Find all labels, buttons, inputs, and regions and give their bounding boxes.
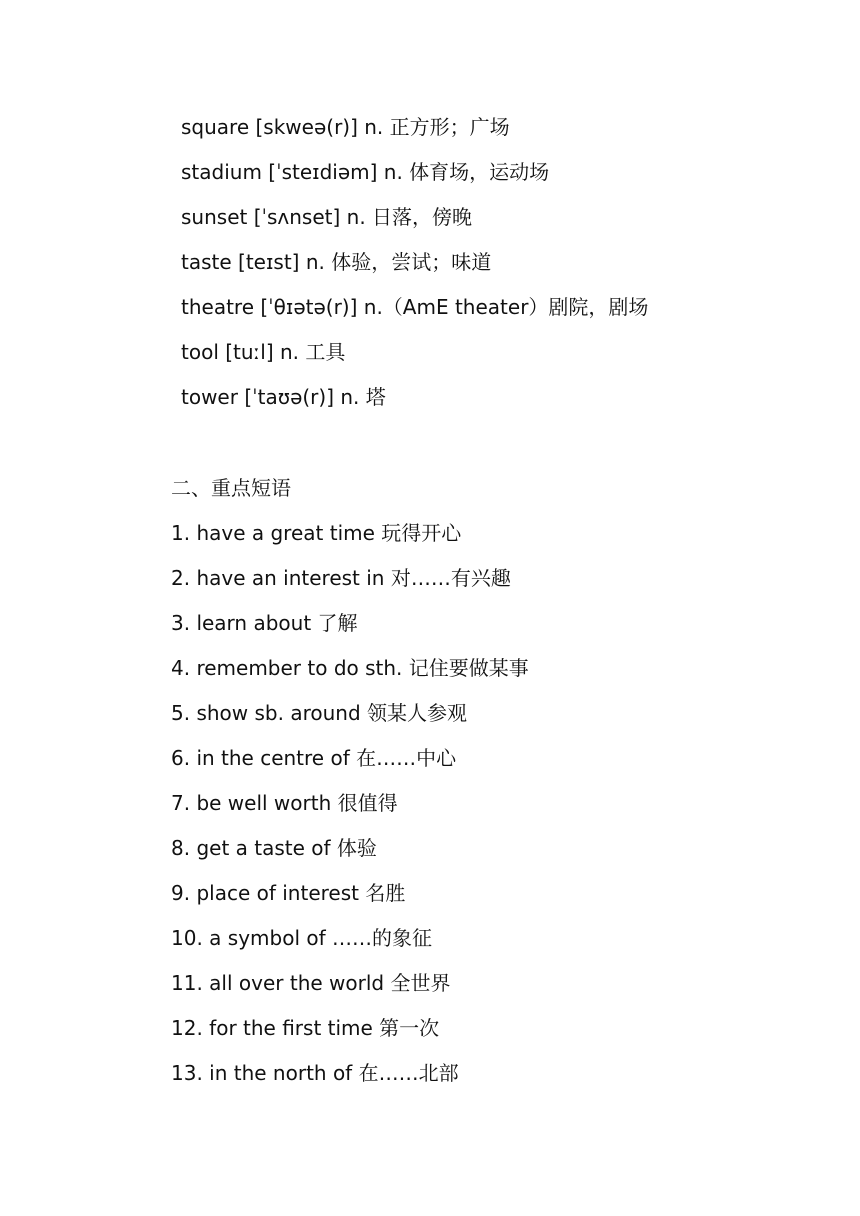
phrase-item-8: 8. get a taste of 体验 (171, 836, 377, 860)
phrase-item-6: 6. in the centre of 在……中心 (171, 746, 457, 770)
phrase-item-11: 11. all over the world 全世界 (171, 971, 451, 995)
phrase-item-3: 3. learn about 了解 (171, 611, 358, 635)
phrase-item-9: 9. place of interest 名胜 (171, 881, 406, 905)
phrase-item-1: 1. have a great time 玩得开心 (171, 521, 462, 545)
vocab-line-square: square [skweə(r)] n. 正方形；广场 (181, 115, 510, 139)
vocab-line-tool: tool [tuːl] n. 工具 (181, 340, 346, 364)
phrase-item-13: 13. in the north of 在……北部 (171, 1061, 459, 1085)
phrase-item-10: 10. a symbol of ……的象征 (171, 926, 432, 950)
vocab-line-tower: tower [ˈtaʊə(r)] n. 塔 (181, 385, 386, 409)
vocab-line-taste: taste [teɪst] n. 体验，尝试；味道 (181, 250, 492, 274)
phrase-item-12: 12. for the first time 第一次 (171, 1016, 440, 1040)
phrase-item-7: 7. be well worth 很值得 (171, 791, 398, 815)
phrase-item-2: 2. have an interest in 对……有兴趣 (171, 566, 511, 590)
vocab-line-stadium: stadium [ˈsteɪdiəm] n. 体育场，运动场 (181, 160, 550, 184)
vocab-line-sunset: sunset [ˈsʌnset] n. 日落，傍晚 (181, 205, 473, 229)
vocab-line-theatre: theatre [ˈθɪətə(r)] n.（AmE theater）剧院，剧场 (181, 295, 649, 319)
phrase-item-4: 4. remember to do sth. 记住要做某事 (171, 656, 529, 680)
section-heading-key-phrases: 二、重点短语 (171, 476, 291, 500)
phrase-item-5: 5. show sb. around 领某人参观 (171, 701, 467, 725)
